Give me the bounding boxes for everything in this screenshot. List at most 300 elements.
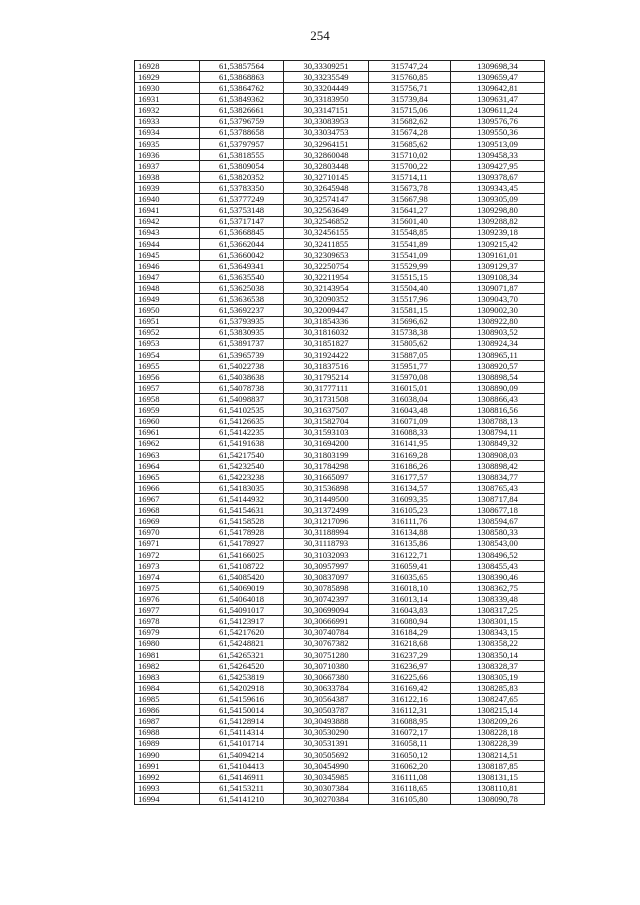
x-coordinate-cell: 315682,62 (369, 116, 451, 127)
x-coordinate-cell: 316035,65 (369, 572, 451, 583)
table-row (135, 372, 545, 383)
point-number-cell: 16987 (135, 716, 200, 727)
y-coordinate-cell: 1308903,52 (451, 327, 545, 338)
latitude-cell: 61,54202918 (200, 683, 284, 694)
table-row (135, 194, 545, 205)
latitude-cell: 61,53660042 (200, 249, 284, 260)
point-number-cell: 16993 (135, 783, 200, 794)
point-number-cell: 16972 (135, 549, 200, 560)
latitude-cell: 61,53965739 (200, 349, 284, 360)
latitude-cell: 61,54069019 (200, 583, 284, 594)
longitude-cell: 30,32563649 (284, 205, 369, 216)
table-row (135, 538, 545, 549)
latitude-cell: 61,54108722 (200, 560, 284, 571)
latitude-cell: 61,53857564 (200, 61, 284, 72)
y-coordinate-cell: 1308866,43 (451, 394, 545, 405)
x-coordinate-cell: 315747,24 (369, 61, 451, 72)
latitude-cell: 61,54123917 (200, 616, 284, 627)
point-number-cell: 16977 (135, 605, 200, 616)
latitude-cell: 61,53636538 (200, 294, 284, 305)
x-coordinate-cell: 316177,57 (369, 472, 451, 483)
longitude-cell: 30,31694200 (284, 438, 369, 449)
x-coordinate-cell: 316013,14 (369, 594, 451, 605)
x-coordinate-cell: 315541,89 (369, 238, 451, 249)
latitude-cell: 61,53820352 (200, 172, 284, 183)
longitude-cell: 30,32411855 (284, 238, 369, 249)
table-row (135, 516, 545, 527)
y-coordinate-cell: 1308209,26 (451, 716, 545, 727)
y-coordinate-cell: 1308455,43 (451, 560, 545, 571)
point-number-cell: 16935 (135, 138, 200, 149)
latitude-cell: 61,54085420 (200, 572, 284, 583)
x-coordinate-cell: 316072,17 (369, 727, 451, 738)
y-coordinate-cell: 1309129,37 (451, 260, 545, 271)
x-coordinate-cell: 315700,22 (369, 160, 451, 171)
x-coordinate-cell: 316105,80 (369, 794, 451, 805)
y-coordinate-cell: 1308339,48 (451, 594, 545, 605)
x-coordinate-cell: 316236,97 (369, 660, 451, 671)
latitude-cell: 61,54264520 (200, 660, 284, 671)
latitude-cell: 61,53635540 (200, 272, 284, 283)
longitude-cell: 30,31731508 (284, 394, 369, 405)
table-row (135, 272, 545, 283)
table-row (135, 438, 545, 449)
point-number-cell: 16961 (135, 427, 200, 438)
latitude-cell: 61,54265321 (200, 649, 284, 660)
latitude-cell: 61,53826661 (200, 105, 284, 116)
point-number-cell: 16946 (135, 260, 200, 271)
y-coordinate-cell: 1309298,80 (451, 205, 545, 216)
x-coordinate-cell: 315715,06 (369, 105, 451, 116)
y-coordinate-cell: 1309108,34 (451, 272, 545, 283)
longitude-cell: 30,32546852 (284, 216, 369, 227)
longitude-cell: 30,31582704 (284, 416, 369, 427)
latitude-cell: 61,53793935 (200, 316, 284, 327)
point-number-cell: 16928 (135, 61, 200, 72)
latitude-cell: 61,54128914 (200, 716, 284, 727)
x-coordinate-cell: 316118,65 (369, 783, 451, 794)
y-coordinate-cell: 1309343,45 (451, 183, 545, 194)
x-coordinate-cell: 316058,11 (369, 738, 451, 749)
x-coordinate-cell: 315756,71 (369, 83, 451, 94)
y-coordinate-cell: 1308580,33 (451, 527, 545, 538)
latitude-cell: 61,54232540 (200, 460, 284, 471)
y-coordinate-cell: 1308343,15 (451, 627, 545, 638)
longitude-cell: 30,31777111 (284, 383, 369, 394)
longitude-cell: 30,31536898 (284, 483, 369, 494)
table-row (135, 305, 545, 316)
x-coordinate-cell: 316043,83 (369, 605, 451, 616)
point-number-cell: 16986 (135, 705, 200, 716)
point-number-cell: 16988 (135, 727, 200, 738)
point-number-cell: 16945 (135, 249, 200, 260)
point-number-cell: 16940 (135, 194, 200, 205)
point-number-cell: 16934 (135, 127, 200, 138)
table-row (135, 327, 545, 338)
y-coordinate-cell: 1308305,19 (451, 672, 545, 683)
point-number-cell: 16973 (135, 560, 200, 571)
longitude-cell: 30,31803199 (284, 449, 369, 460)
longitude-cell: 30,31372499 (284, 505, 369, 516)
point-number-cell: 16947 (135, 272, 200, 283)
y-coordinate-cell: 1309659,47 (451, 72, 545, 83)
point-number-cell: 16933 (135, 116, 200, 127)
latitude-cell: 61,54126635 (200, 416, 284, 427)
y-coordinate-cell: 1308090,78 (451, 794, 545, 805)
x-coordinate-cell: 315887,05 (369, 349, 451, 360)
x-coordinate-cell: 316088,95 (369, 716, 451, 727)
longitude-cell: 30,32860048 (284, 149, 369, 160)
point-number-cell: 16936 (135, 149, 200, 160)
x-coordinate-cell: 316062,20 (369, 760, 451, 771)
table-row (135, 716, 545, 727)
y-coordinate-cell: 1308187,85 (451, 760, 545, 771)
latitude-cell: 61,54094214 (200, 749, 284, 760)
latitude-cell: 61,54223238 (200, 472, 284, 483)
table-row (135, 594, 545, 605)
table-row (135, 560, 545, 571)
y-coordinate-cell: 1308317,25 (451, 605, 545, 616)
x-coordinate-cell: 315805,62 (369, 338, 451, 349)
x-coordinate-cell: 316169,28 (369, 449, 451, 460)
point-number-cell: 16991 (135, 760, 200, 771)
y-coordinate-cell: 1309576,76 (451, 116, 545, 127)
longitude-cell: 30,32964151 (284, 138, 369, 149)
point-number-cell: 16975 (135, 583, 200, 594)
longitude-cell: 30,31784298 (284, 460, 369, 471)
table-row (135, 283, 545, 294)
point-number-cell: 16930 (135, 83, 200, 94)
y-coordinate-cell: 1308816,56 (451, 405, 545, 416)
x-coordinate-cell: 316112,31 (369, 705, 451, 716)
latitude-cell: 61,54114314 (200, 727, 284, 738)
y-coordinate-cell: 1308834,77 (451, 472, 545, 483)
y-coordinate-cell: 1309698,34 (451, 61, 545, 72)
latitude-cell: 61,53717147 (200, 216, 284, 227)
point-number-cell: 16960 (135, 416, 200, 427)
point-number-cell: 16949 (135, 294, 200, 305)
x-coordinate-cell: 316018,10 (369, 583, 451, 594)
y-coordinate-cell: 1308362,75 (451, 583, 545, 594)
table-row (135, 660, 545, 671)
latitude-cell: 61,54217620 (200, 627, 284, 638)
longitude-cell: 30,31854336 (284, 316, 369, 327)
longitude-cell: 30,32090352 (284, 294, 369, 305)
latitude-cell: 61,53668845 (200, 227, 284, 238)
y-coordinate-cell: 1308765,43 (451, 483, 545, 494)
latitude-cell: 61,53849362 (200, 94, 284, 105)
y-coordinate-cell: 1309215,42 (451, 238, 545, 249)
x-coordinate-cell: 315951,77 (369, 360, 451, 371)
table-row (135, 505, 545, 516)
x-coordinate-cell: 315970,08 (369, 372, 451, 383)
y-coordinate-cell: 1308496,52 (451, 549, 545, 560)
latitude-cell: 61,53753148 (200, 205, 284, 216)
longitude-cell: 30,31637507 (284, 405, 369, 416)
latitude-cell: 61,54101714 (200, 738, 284, 749)
y-coordinate-cell: 1309043,70 (451, 294, 545, 305)
longitude-cell: 30,30710380 (284, 660, 369, 671)
longitude-cell: 30,31837516 (284, 360, 369, 371)
longitude-cell: 30,32211954 (284, 272, 369, 283)
x-coordinate-cell: 316122,16 (369, 694, 451, 705)
x-coordinate-cell: 315673,78 (369, 183, 451, 194)
latitude-cell: 61,54142235 (200, 427, 284, 438)
longitude-cell: 30,33034753 (284, 127, 369, 138)
table-row (135, 794, 545, 805)
table-row (135, 149, 545, 160)
y-coordinate-cell: 1309513,09 (451, 138, 545, 149)
x-coordinate-cell: 316141,95 (369, 438, 451, 449)
point-number-cell: 16951 (135, 316, 200, 327)
y-coordinate-cell: 1309071,87 (451, 283, 545, 294)
x-coordinate-cell: 316059,41 (369, 560, 451, 571)
latitude-cell: 61,53796759 (200, 116, 284, 127)
x-coordinate-cell: 315517,96 (369, 294, 451, 305)
y-coordinate-cell: 1308131,15 (451, 772, 545, 783)
point-number-cell: 16931 (135, 94, 200, 105)
table-row (135, 94, 545, 105)
y-coordinate-cell: 1309458,33 (451, 149, 545, 160)
latitude-cell: 61,54253819 (200, 672, 284, 683)
longitude-cell: 30,31665097 (284, 472, 369, 483)
x-coordinate-cell: 316186,26 (369, 460, 451, 471)
y-coordinate-cell: 1309631,47 (451, 94, 545, 105)
point-number-cell: 16979 (135, 627, 200, 638)
table-row (135, 583, 545, 594)
x-coordinate-cell: 315529,99 (369, 260, 451, 271)
table-row (135, 572, 545, 583)
point-number-cell: 16966 (135, 483, 200, 494)
longitude-cell: 30,31851827 (284, 338, 369, 349)
table-row (135, 105, 545, 116)
x-coordinate-cell: 316225,66 (369, 672, 451, 683)
page-number: 254 (310, 28, 330, 43)
longitude-cell: 30,32456155 (284, 227, 369, 238)
longitude-cell: 30,30531391 (284, 738, 369, 749)
table-row (135, 472, 545, 483)
x-coordinate-cell: 315601,40 (369, 216, 451, 227)
coordinates-table-body (135, 61, 545, 805)
latitude-cell: 61,54217540 (200, 449, 284, 460)
latitude-cell: 61,53868863 (200, 72, 284, 83)
table-row (135, 749, 545, 760)
latitude-cell: 61,54098837 (200, 394, 284, 405)
y-coordinate-cell: 1308965,11 (451, 349, 545, 360)
y-coordinate-cell: 1308920,57 (451, 360, 545, 371)
latitude-cell: 61,54178928 (200, 527, 284, 538)
point-number-cell: 16953 (135, 338, 200, 349)
latitude-cell: 61,54154631 (200, 505, 284, 516)
y-coordinate-cell: 1308358,22 (451, 638, 545, 649)
y-coordinate-cell: 1309161,01 (451, 249, 545, 260)
longitude-cell: 30,32803448 (284, 160, 369, 171)
table-row (135, 705, 545, 716)
y-coordinate-cell: 1308794,11 (451, 427, 545, 438)
longitude-cell: 30,33083953 (284, 116, 369, 127)
table-row (135, 360, 545, 371)
y-coordinate-cell: 1308908,03 (451, 449, 545, 460)
longitude-cell: 30,30493888 (284, 716, 369, 727)
table-row (135, 394, 545, 405)
latitude-cell: 61,54158528 (200, 516, 284, 527)
longitude-cell: 30,30633784 (284, 683, 369, 694)
point-number-cell: 16983 (135, 672, 200, 683)
table-row (135, 494, 545, 505)
longitude-cell: 30,30699094 (284, 605, 369, 616)
y-coordinate-cell: 1308890,09 (451, 383, 545, 394)
y-coordinate-cell: 1308285,83 (451, 683, 545, 694)
table-row (135, 116, 545, 127)
latitude-cell: 61,54144932 (200, 494, 284, 505)
table-row (135, 416, 545, 427)
table-row (135, 627, 545, 638)
latitude-cell: 61,53864762 (200, 83, 284, 94)
x-coordinate-cell: 315714,11 (369, 172, 451, 183)
point-number-cell: 16981 (135, 649, 200, 660)
longitude-cell: 30,32009447 (284, 305, 369, 316)
x-coordinate-cell: 315641,27 (369, 205, 451, 216)
y-coordinate-cell: 1308594,67 (451, 516, 545, 527)
point-number-cell: 16984 (135, 683, 200, 694)
x-coordinate-cell: 316015,01 (369, 383, 451, 394)
table-row (135, 483, 545, 494)
point-number-cell: 16954 (135, 349, 200, 360)
point-number-cell: 16976 (135, 594, 200, 605)
y-coordinate-cell: 1308390,46 (451, 572, 545, 583)
latitude-cell: 61,54022738 (200, 360, 284, 371)
point-number-cell: 16978 (135, 616, 200, 627)
latitude-cell: 61,54166025 (200, 549, 284, 560)
x-coordinate-cell: 316071,09 (369, 416, 451, 427)
point-number-cell: 16932 (135, 105, 200, 116)
table-row (135, 460, 545, 471)
y-coordinate-cell: 1309239,18 (451, 227, 545, 238)
longitude-cell: 30,32574147 (284, 194, 369, 205)
latitude-cell: 61,53830935 (200, 327, 284, 338)
table-row (135, 183, 545, 194)
x-coordinate-cell: 316043,48 (369, 405, 451, 416)
latitude-cell: 61,54153211 (200, 783, 284, 794)
y-coordinate-cell: 1308228,18 (451, 727, 545, 738)
latitude-cell: 61,54178927 (200, 538, 284, 549)
y-coordinate-cell: 1308922,80 (451, 316, 545, 327)
y-coordinate-cell: 1309611,24 (451, 105, 545, 116)
longitude-cell: 30,30767382 (284, 638, 369, 649)
longitude-cell: 30,31188994 (284, 527, 369, 538)
table-row (135, 672, 545, 683)
table-row (135, 238, 545, 249)
latitude-cell: 61,53809054 (200, 160, 284, 171)
longitude-cell: 30,30785898 (284, 583, 369, 594)
point-number-cell: 16992 (135, 772, 200, 783)
longitude-cell: 30,31816032 (284, 327, 369, 338)
latitude-cell: 61,54078738 (200, 383, 284, 394)
longitude-cell: 30,33183950 (284, 94, 369, 105)
longitude-cell: 30,30505692 (284, 749, 369, 760)
latitude-cell: 61,53692237 (200, 305, 284, 316)
longitude-cell: 30,31118793 (284, 538, 369, 549)
point-number-cell: 16971 (135, 538, 200, 549)
point-number-cell: 16938 (135, 172, 200, 183)
latitude-cell: 61,53891737 (200, 338, 284, 349)
y-coordinate-cell: 1309550,36 (451, 127, 545, 138)
table-row (135, 227, 545, 238)
longitude-cell: 30,30957997 (284, 560, 369, 571)
point-number-cell: 16990 (135, 749, 200, 760)
point-number-cell: 16965 (135, 472, 200, 483)
x-coordinate-cell: 315738,38 (369, 327, 451, 338)
x-coordinate-cell: 315685,62 (369, 138, 451, 149)
table-row (135, 83, 545, 94)
latitude-cell: 61,54091017 (200, 605, 284, 616)
longitude-cell: 30,30740784 (284, 627, 369, 638)
table-row (135, 294, 545, 305)
longitude-cell: 30,30666991 (284, 616, 369, 627)
longitude-cell: 30,31795214 (284, 372, 369, 383)
latitude-cell: 61,54146911 (200, 772, 284, 783)
y-coordinate-cell: 1308247,65 (451, 694, 545, 705)
longitude-cell: 30,32710145 (284, 172, 369, 183)
latitude-cell: 61,54150014 (200, 705, 284, 716)
latitude-cell: 61,53625038 (200, 283, 284, 294)
y-coordinate-cell: 1309427,95 (451, 160, 545, 171)
point-number-cell: 16958 (135, 394, 200, 405)
point-number-cell: 16948 (135, 283, 200, 294)
point-number-cell: 16968 (135, 505, 200, 516)
y-coordinate-cell: 1309002,30 (451, 305, 545, 316)
x-coordinate-cell: 315674,28 (369, 127, 451, 138)
table-row (135, 160, 545, 171)
longitude-cell: 30,32309653 (284, 249, 369, 260)
point-number-cell: 16963 (135, 449, 200, 460)
longitude-cell: 30,33235549 (284, 72, 369, 83)
x-coordinate-cell: 316080,94 (369, 616, 451, 627)
latitude-cell: 61,54183035 (200, 483, 284, 494)
latitude-cell: 61,53649341 (200, 260, 284, 271)
x-coordinate-cell: 316050,12 (369, 749, 451, 760)
latitude-cell: 61,53788658 (200, 127, 284, 138)
y-coordinate-cell: 1308898,42 (451, 460, 545, 471)
x-coordinate-cell: 316111,08 (369, 772, 451, 783)
table-row (135, 760, 545, 771)
point-number-cell: 16929 (135, 72, 200, 83)
table-row (135, 72, 545, 83)
y-coordinate-cell: 1308215,14 (451, 705, 545, 716)
y-coordinate-cell: 1309288,82 (451, 216, 545, 227)
point-number-cell: 16942 (135, 216, 200, 227)
latitude-cell: 61,53783350 (200, 183, 284, 194)
table-row (135, 449, 545, 460)
longitude-cell: 30,31924422 (284, 349, 369, 360)
point-number-cell: 16985 (135, 694, 200, 705)
latitude-cell: 61,53797957 (200, 138, 284, 149)
latitude-cell: 61,54102535 (200, 405, 284, 416)
point-number-cell: 16943 (135, 227, 200, 238)
table-row (135, 349, 545, 360)
table-row (135, 383, 545, 394)
x-coordinate-cell: 316135,86 (369, 538, 451, 549)
coordinates-table (134, 60, 545, 805)
table-row (135, 172, 545, 183)
y-coordinate-cell: 1308228,39 (451, 738, 545, 749)
latitude-cell: 61,54104413 (200, 760, 284, 771)
table-row (135, 260, 545, 271)
x-coordinate-cell: 315710,02 (369, 149, 451, 160)
x-coordinate-cell: 316218,68 (369, 638, 451, 649)
x-coordinate-cell: 315696,62 (369, 316, 451, 327)
x-coordinate-cell: 316122,71 (369, 549, 451, 560)
